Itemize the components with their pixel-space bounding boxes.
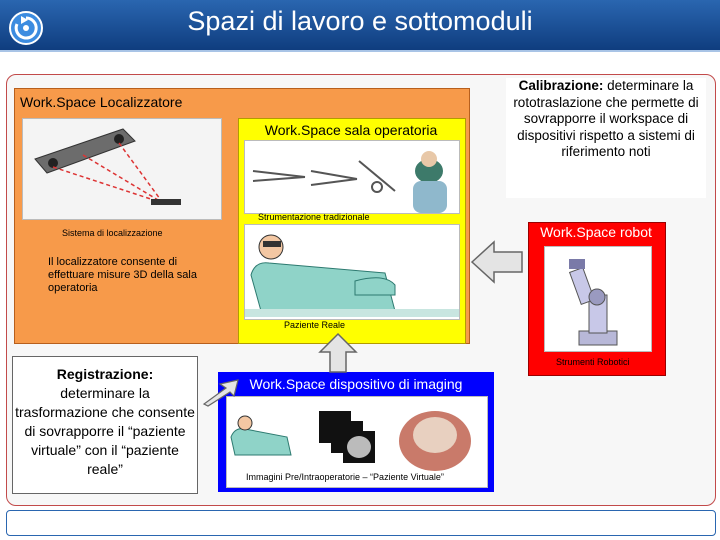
localizzatore-title: Work.Space Localizzatore xyxy=(20,94,183,110)
robot-arm-image xyxy=(544,246,652,352)
sala-operatoria-title: Work.Space sala operatoria xyxy=(264,122,438,138)
calibrazione-label: Calibrazione: xyxy=(518,78,604,93)
surgical-tools-image xyxy=(244,140,460,214)
robot-caption: Strumenti Robotici xyxy=(556,357,630,367)
patient-caption: Paziente Reale xyxy=(284,320,346,330)
imaging-title: Work.Space dispositivo di imaging xyxy=(249,376,463,392)
real-patient-image xyxy=(244,224,460,320)
arrow-diagonal-icon xyxy=(200,378,240,408)
calibrazione-note xyxy=(506,78,706,198)
calibrazione-text: determinare la rototraslazione che permette di sovrapporre il workspace di dispositivi rispetto a sistemi di riferimento noti xyxy=(513,78,699,159)
slide-title: Spazi di lavoro e sottomoduli xyxy=(187,6,533,36)
localizer-camera-image xyxy=(22,118,222,220)
localizzatore-description: Il localizzatore consente di effettuare misure 3D della sala operatoria xyxy=(48,256,197,294)
robot-title: Work.Space robot xyxy=(540,224,652,240)
registrazione-note xyxy=(12,356,198,494)
registrazione-text: determinare la trasformazione che consente di sovrapporre il “paziente virtuale” con il “paziente reale” xyxy=(15,385,195,477)
tools-caption: Strumentazione tradizionale xyxy=(258,212,370,222)
localizzatore-caption: Sistema di localizzazione xyxy=(62,228,163,238)
registrazione-label: Registrazione: xyxy=(56,366,154,382)
arrow-up-icon xyxy=(318,332,358,374)
arrow-left-icon xyxy=(470,240,524,284)
footer-bar xyxy=(6,510,716,536)
imaging-caption: Immagini Pre/Intraoperatorie – “Paziente Virtuale” xyxy=(246,472,444,482)
